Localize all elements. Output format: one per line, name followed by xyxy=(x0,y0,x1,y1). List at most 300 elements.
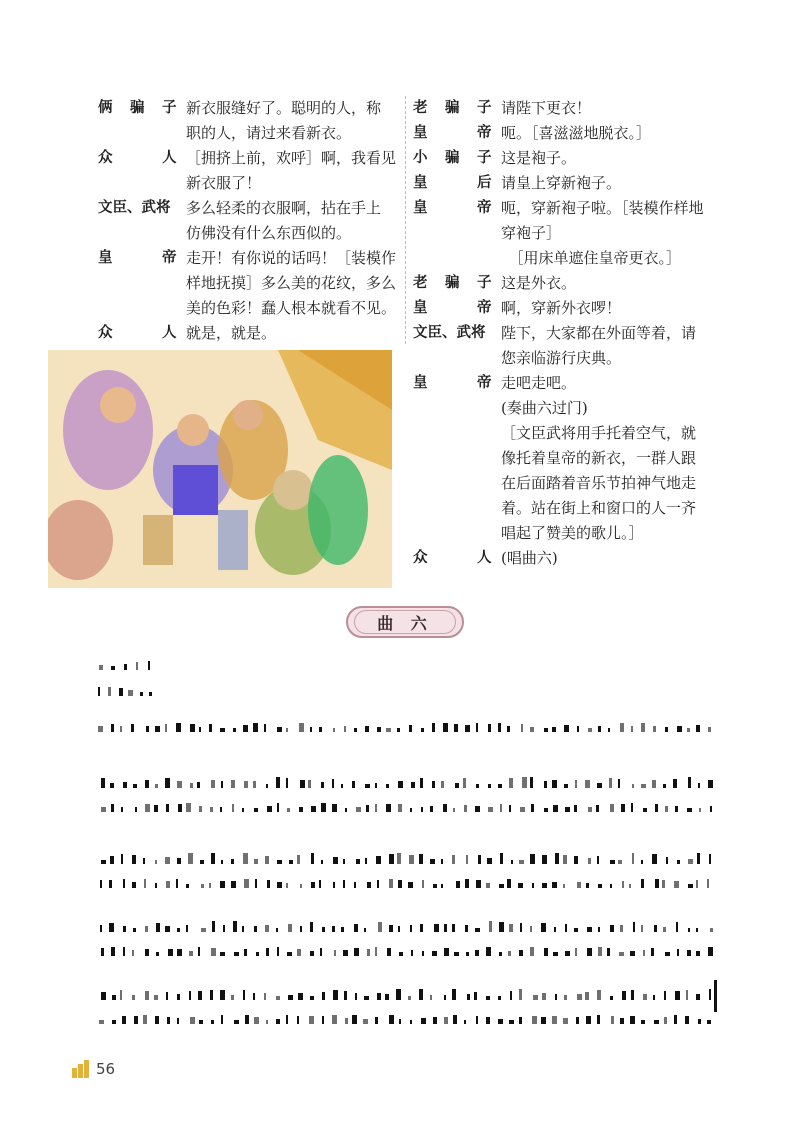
speaker-char: 皇 xyxy=(413,375,428,391)
notation-glyph xyxy=(453,808,455,812)
notation-staff-line-4-lyrics xyxy=(98,946,718,960)
notation-glyph xyxy=(654,1020,659,1024)
notation-glyph xyxy=(666,857,668,864)
notation-glyph xyxy=(410,925,412,932)
notation-glyph xyxy=(220,728,225,732)
notation-glyph xyxy=(488,784,491,788)
notation-glyph xyxy=(621,804,625,812)
notation-glyph xyxy=(421,1018,426,1024)
notation-glyph xyxy=(688,777,691,788)
dialogue-text: 唱起了赞美的歌儿。］ xyxy=(501,524,644,542)
notation-glyph xyxy=(507,726,510,732)
notation-glyph xyxy=(136,662,138,670)
notation-glyph xyxy=(276,996,280,1000)
notation-glyph xyxy=(631,803,633,812)
notation-glyph xyxy=(341,927,344,932)
notation-glyph xyxy=(519,1017,522,1024)
notation-glyph xyxy=(552,727,556,732)
notation-glyph xyxy=(300,926,302,932)
notation-glyph xyxy=(332,1015,337,1024)
notation-glyph xyxy=(243,725,248,732)
notation-glyph xyxy=(530,854,535,864)
dialogue-text: ［用床单遮住皇帝更衣。］ xyxy=(501,249,682,267)
notation-glyph xyxy=(708,727,711,732)
dialogue-line xyxy=(98,146,400,171)
notation-glyph xyxy=(145,926,148,932)
page-mark-icon xyxy=(72,1060,90,1078)
notation-glyph xyxy=(167,1017,170,1024)
notation-glyph xyxy=(708,947,713,956)
notation-glyph xyxy=(411,782,415,788)
notation-glyph xyxy=(499,884,504,888)
notation-glyph xyxy=(598,947,602,956)
notation-glyph xyxy=(651,948,654,956)
notation-glyph xyxy=(411,950,413,956)
dialogue-left-column xyxy=(98,96,400,346)
notation-glyph xyxy=(311,853,314,864)
speaker-char: 子 xyxy=(162,100,177,116)
notation-glyph xyxy=(199,727,201,732)
notation-glyph xyxy=(334,950,336,956)
notation-glyph xyxy=(389,854,394,864)
speaker-char: 人 xyxy=(162,325,177,341)
notation-glyph xyxy=(177,858,181,864)
notation-glyph xyxy=(509,924,513,932)
notation-glyph xyxy=(177,781,182,788)
notation-glyph xyxy=(244,781,248,788)
notation-glyph xyxy=(166,881,170,888)
notation-glyph xyxy=(509,805,511,812)
speaker-char: 皇 xyxy=(98,250,113,266)
notation-glyph xyxy=(396,989,401,1000)
dialogue-text: 就是，就是。 xyxy=(186,324,277,342)
notation-glyph xyxy=(489,921,492,932)
notation-glyph xyxy=(377,727,381,732)
dialogue-line xyxy=(413,421,723,446)
dialogue-line xyxy=(413,96,723,121)
illustration-drawing xyxy=(48,350,392,588)
notation-glyph xyxy=(177,994,180,1000)
notation-glyph xyxy=(421,807,423,812)
notation-glyph xyxy=(387,948,391,956)
notation-glyph xyxy=(620,1018,624,1024)
dialogue-line xyxy=(413,546,723,571)
notation-glyph xyxy=(673,779,677,788)
notation-glyph xyxy=(320,948,322,956)
notation-glyph xyxy=(256,952,259,956)
notation-glyph xyxy=(499,922,504,932)
notation-glyph xyxy=(410,1020,412,1024)
notation-glyph xyxy=(333,990,338,1000)
notation-glyph xyxy=(453,1015,457,1024)
notation-glyph xyxy=(697,853,700,864)
notation-glyph xyxy=(688,928,690,932)
notation-glyph xyxy=(101,807,106,812)
notation-glyph xyxy=(421,728,424,732)
notation-glyph xyxy=(687,728,690,732)
notation-glyph xyxy=(565,924,567,932)
notation-glyph xyxy=(397,853,401,864)
notation-glyph xyxy=(276,1019,280,1024)
notation-glyph xyxy=(465,879,469,888)
dialogue-line xyxy=(98,171,400,196)
dialogue-text: 新衣服缝好了。聪明的人，称 xyxy=(186,99,382,117)
notation-glyph xyxy=(699,808,701,812)
notation-glyph xyxy=(398,781,403,788)
notation-glyph xyxy=(676,922,678,932)
notation-glyph xyxy=(577,726,579,732)
notation-glyph xyxy=(674,881,679,888)
notation-glyph xyxy=(464,1020,466,1024)
notation-glyph xyxy=(609,778,612,788)
notation-glyph xyxy=(200,860,204,864)
notation-glyph xyxy=(555,994,557,1000)
notation-glyph xyxy=(618,779,620,788)
notation-glyph xyxy=(212,921,215,932)
notation-glyph xyxy=(576,1017,579,1024)
dialogue-text: 呃。［喜滋滋地脱衣。］ xyxy=(501,124,652,142)
notation-glyph xyxy=(509,778,513,788)
music-notation xyxy=(98,650,718,1040)
notation-glyph xyxy=(111,947,115,956)
notation-glyph xyxy=(663,784,666,788)
notation-glyph xyxy=(156,923,160,932)
notation-glyph xyxy=(610,804,614,812)
speaker-char: 皇 xyxy=(413,300,428,316)
dialogue-line xyxy=(413,471,723,496)
speaker-char: 老 xyxy=(413,275,428,291)
notation-key-signature xyxy=(98,656,718,670)
notation-glyph xyxy=(565,807,570,812)
notation-glyph xyxy=(598,726,601,732)
notation-glyph xyxy=(300,884,302,888)
notation-glyph xyxy=(343,950,348,956)
notation-glyph xyxy=(352,1015,357,1024)
notation-glyph xyxy=(463,778,466,788)
notation-glyph xyxy=(441,781,444,788)
notation-glyph xyxy=(519,860,524,864)
notation-glyph xyxy=(432,781,435,788)
notation-glyph xyxy=(156,952,159,956)
notation-glyph xyxy=(197,782,200,788)
notation-glyph xyxy=(265,925,269,932)
notation-glyph xyxy=(190,724,195,732)
dialogue-text: 走开！有你说的话吗！［装模作 xyxy=(186,249,397,267)
notation-glyph xyxy=(687,950,691,956)
notation-glyph xyxy=(155,883,157,888)
notation-glyph xyxy=(520,807,525,812)
notation-glyph xyxy=(165,926,170,932)
notation-glyph xyxy=(155,1016,159,1024)
notation-glyph xyxy=(148,661,150,670)
speaker-char: 子 xyxy=(477,100,492,116)
notation-glyph xyxy=(541,1017,546,1024)
notation-glyph xyxy=(319,727,322,732)
page-footer xyxy=(72,1060,115,1078)
notation-glyph xyxy=(365,784,370,788)
notation-glyph xyxy=(631,726,633,732)
dialogue-line xyxy=(413,496,723,521)
notation-glyph xyxy=(242,808,244,812)
dialogue-line xyxy=(413,446,723,471)
notation-glyph xyxy=(319,880,321,888)
speaker-char: 俩 xyxy=(98,100,113,116)
notation-glyph xyxy=(277,947,279,956)
notation-glyph xyxy=(476,1016,478,1024)
notation-glyph xyxy=(530,727,534,732)
notation-glyph xyxy=(685,1016,689,1024)
notation-glyph xyxy=(563,855,567,864)
notation-glyph xyxy=(518,883,523,888)
notation-glyph xyxy=(375,783,377,788)
dialogue-line xyxy=(413,521,723,546)
notation-glyph xyxy=(231,995,234,1000)
notation-glyph xyxy=(488,724,491,732)
notation-glyph xyxy=(398,926,400,932)
notation-staff-line-5-notes xyxy=(98,988,718,1002)
dialogue-line xyxy=(98,221,400,246)
notation-glyph xyxy=(607,948,610,956)
notation-glyph xyxy=(486,947,491,956)
notation-glyph xyxy=(131,724,134,732)
speaker-char: 帝 xyxy=(477,300,492,316)
notation-glyph xyxy=(544,728,548,732)
notation-glyph xyxy=(486,996,490,1000)
notation-glyph xyxy=(675,806,678,812)
notation-glyph xyxy=(198,947,200,956)
dialogue-line xyxy=(413,196,723,221)
notation-glyph xyxy=(332,804,337,812)
notation-glyph xyxy=(165,778,170,788)
notation-glyph xyxy=(232,804,234,812)
notation-glyph xyxy=(253,781,256,788)
notation-glyph xyxy=(231,780,235,788)
notation-glyph xyxy=(553,952,558,956)
notation-glyph xyxy=(465,925,468,932)
notation-glyph xyxy=(264,724,266,732)
notation-glyph xyxy=(641,879,644,888)
notation-glyph xyxy=(622,881,624,888)
notation-glyph xyxy=(441,884,443,888)
notation-glyph xyxy=(432,951,437,956)
notation-glyph xyxy=(364,996,369,1000)
notation-glyph xyxy=(267,880,270,888)
notation-glyph xyxy=(696,951,700,956)
notation-glyph xyxy=(532,1016,537,1024)
notation-glyph xyxy=(254,808,258,812)
notation-glyph xyxy=(575,780,577,788)
notation-glyph xyxy=(221,860,223,864)
notation-glyph xyxy=(254,926,257,932)
notation-glyph xyxy=(708,780,713,788)
notation-glyph xyxy=(210,990,213,1000)
notation-glyph xyxy=(443,804,447,812)
dialogue-line xyxy=(98,296,400,321)
notation-glyph xyxy=(511,860,513,864)
notation-glyph xyxy=(398,880,402,888)
notation-glyph xyxy=(286,1015,288,1024)
notation-glyph xyxy=(321,860,323,864)
dialogue-text: 陛下，大家都在外面等着，请 xyxy=(501,324,697,342)
notation-glyph xyxy=(109,880,112,888)
notation-glyph xyxy=(220,952,225,956)
speaker-char: 子 xyxy=(477,275,492,291)
speaker-char: 骗 xyxy=(130,100,145,116)
notation-glyph xyxy=(677,860,680,864)
notation-glyph xyxy=(476,723,478,732)
notation-glyph xyxy=(585,992,589,1000)
notation-glyph xyxy=(709,854,711,864)
notation-glyph xyxy=(498,996,501,1000)
final-barline xyxy=(714,980,717,1012)
notation-glyph xyxy=(111,804,114,812)
notation-glyph xyxy=(266,948,269,956)
notation-glyph xyxy=(254,859,258,864)
notation-glyph xyxy=(244,879,249,888)
dialogue-line xyxy=(413,346,723,371)
notation-glyph xyxy=(677,726,682,732)
notation-glyph xyxy=(366,805,369,812)
speaker-char: 小 xyxy=(413,150,428,166)
notation-glyph xyxy=(410,808,412,812)
notation-glyph xyxy=(498,1019,503,1024)
notation-glyph xyxy=(112,995,116,1000)
notation-glyph xyxy=(487,858,492,864)
notation-glyph xyxy=(707,879,709,888)
notation-glyph xyxy=(128,690,133,696)
notation-glyph xyxy=(186,803,191,812)
notation-glyph xyxy=(231,881,236,888)
dialogue-line xyxy=(98,271,400,296)
notation-glyph xyxy=(610,884,612,888)
notation-glyph xyxy=(220,807,222,812)
notation-glyph xyxy=(641,1020,645,1024)
notation-glyph xyxy=(134,1016,138,1024)
notation-glyph xyxy=(98,726,103,732)
notation-glyph xyxy=(565,951,570,956)
dialogue-line xyxy=(413,246,723,271)
notation-glyph xyxy=(309,1016,314,1024)
notation-glyph xyxy=(286,728,288,732)
notation-glyph xyxy=(253,723,258,732)
notation-glyph xyxy=(211,1020,214,1024)
notation-glyph xyxy=(144,879,146,888)
dialogue-text: 穿袍子］ xyxy=(501,224,562,242)
notation-glyph xyxy=(277,727,282,732)
notation-glyph xyxy=(598,927,600,932)
notation-glyph xyxy=(665,727,668,732)
notation-glyph xyxy=(277,803,279,812)
notation-glyph xyxy=(696,880,698,888)
notation-glyph xyxy=(297,1016,299,1024)
notation-glyph xyxy=(199,806,202,812)
notation-glyph xyxy=(186,925,188,932)
notation-glyph xyxy=(356,807,361,812)
notation-glyph xyxy=(244,949,247,956)
notation-glyph xyxy=(155,860,157,864)
notation-glyph xyxy=(488,807,493,812)
notation-glyph xyxy=(100,925,102,932)
notation-glyph xyxy=(243,853,248,864)
notation-glyph xyxy=(140,692,143,696)
notation-glyph xyxy=(698,783,700,788)
speaker-char: 帝 xyxy=(477,200,492,216)
notation-glyph xyxy=(177,949,182,956)
notation-glyph xyxy=(122,1016,126,1024)
notation-glyph xyxy=(266,784,268,788)
notation-glyph xyxy=(264,993,266,1000)
notation-glyph xyxy=(355,993,357,1000)
notation-glyph xyxy=(564,725,569,732)
notation-glyph xyxy=(655,879,659,888)
speaker-char: 皇 xyxy=(413,175,428,191)
notation-glyph xyxy=(145,804,150,812)
notation-glyph xyxy=(333,882,335,888)
notation-glyph xyxy=(531,804,534,812)
notation-glyph xyxy=(665,806,668,812)
notation-glyph xyxy=(143,1015,147,1024)
notation-glyph xyxy=(123,879,125,888)
speaker-char: 皇 xyxy=(413,200,428,216)
notation-glyph xyxy=(223,925,225,932)
dialogue-text: 走吧走吧。 xyxy=(501,374,577,392)
notation-glyph xyxy=(486,1017,490,1024)
notation-glyph xyxy=(354,924,358,932)
notation-glyph xyxy=(652,780,656,788)
notation-glyph xyxy=(109,923,114,932)
notation-glyph xyxy=(430,995,432,1000)
notation-glyph xyxy=(619,952,624,956)
notation-glyph xyxy=(444,948,449,956)
notation-glyph xyxy=(519,989,522,1000)
notation-staff-line-4-notes xyxy=(98,920,718,934)
notation-glyph xyxy=(597,990,601,1000)
notation-glyph xyxy=(507,879,511,888)
notation-glyph xyxy=(510,991,512,1000)
notation-glyph xyxy=(533,995,538,1000)
notation-glyph xyxy=(310,951,314,956)
notation-glyph xyxy=(574,928,578,932)
notation-glyph xyxy=(553,805,558,812)
notation-glyph xyxy=(596,805,599,812)
notation-glyph xyxy=(696,928,698,932)
notation-glyph xyxy=(452,855,455,864)
notation-glyph xyxy=(443,723,448,732)
notation-glyph xyxy=(409,725,412,732)
notation-glyph xyxy=(99,665,103,670)
notation-glyph xyxy=(110,856,114,864)
notation-glyph xyxy=(365,726,369,732)
notation-staff-line-5-lyrics xyxy=(98,1014,718,1028)
notation-staff-line-2-notes xyxy=(98,776,718,790)
notation-glyph xyxy=(564,995,567,1000)
dialogue-text: (唱曲六) xyxy=(501,549,558,567)
notation-glyph xyxy=(587,948,592,956)
notation-glyph xyxy=(454,724,458,732)
speaker-char: 文臣、武将 xyxy=(98,200,171,216)
notation-glyph xyxy=(544,808,548,812)
notation-glyph xyxy=(610,860,615,864)
speaker-char: 文臣、武将 xyxy=(413,325,486,341)
notation-glyph xyxy=(123,926,126,932)
dialogue-text: 您亲临游行庆典。 xyxy=(501,349,622,367)
notation-glyph xyxy=(521,724,523,732)
notation-glyph xyxy=(663,927,666,932)
notation-glyph xyxy=(310,996,314,1000)
notation-glyph xyxy=(132,950,134,956)
notation-glyph xyxy=(554,927,556,932)
notation-glyph xyxy=(300,780,305,788)
